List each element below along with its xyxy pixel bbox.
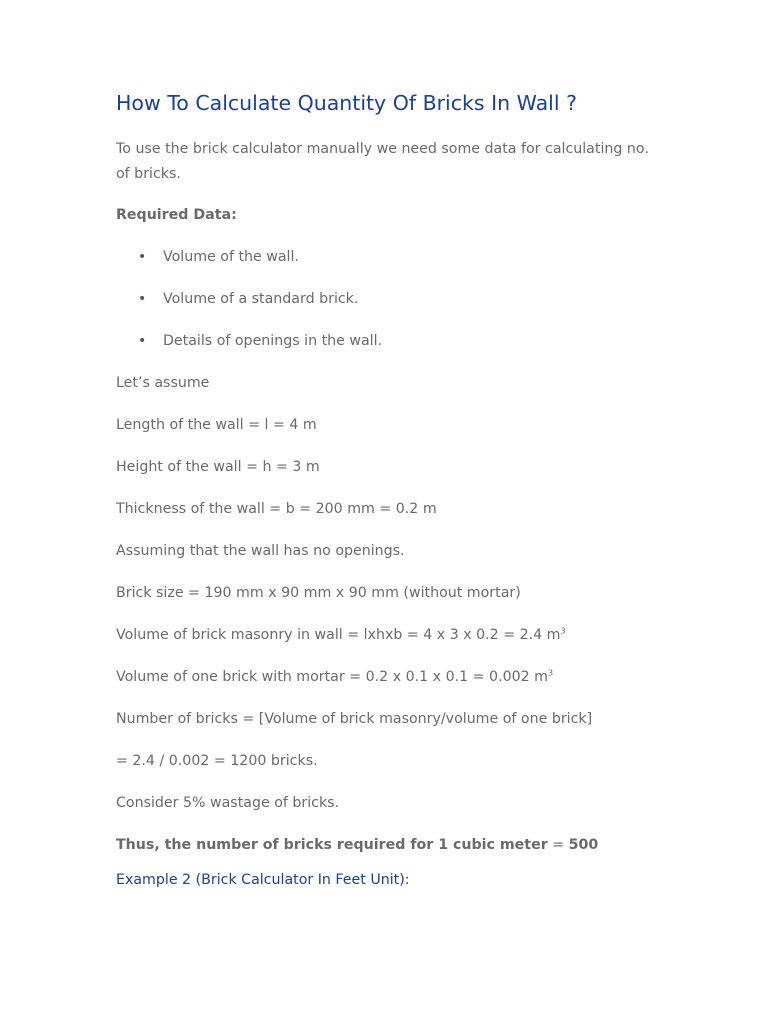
volume-masonry-value: Volume of brick masonry in wall = lxhxb = 4 x 3 x 0.2 = 2.4 m [116,627,561,643]
conclusion-equals: = [547,837,569,853]
volume-masonry-text [116,623,566,647]
cubic-superscript: 3 [560,626,566,636]
cubic-superscript: 3 [548,668,554,678]
bullet-icon: • [138,333,147,349]
intro-paragraph: To use the brick calculator manually we need some data for calculating no. of bricks. [116,141,649,182]
wastage-text: Consider 5% wastage of bricks. [116,795,340,811]
example-2-link[interactable]: Example 2 (Brick Calculator In Feet Unit): [116,872,410,888]
page-title: How To Calculate Quantity Of Bricks In Wall ? [116,91,577,115]
conclusion-value: 500 [568,837,599,853]
conclusion-text [116,833,598,857]
brick-size-text: Brick size = 190 mm x 90 mm x 90 mm (without mortar) [116,585,521,601]
length-text: Length of the wall = l = 4 m [116,417,317,433]
bullet-icon: • [138,291,147,307]
no-openings-text: Assuming that the wall has no openings. [116,543,405,559]
height-text: Height of the wall = h = 3 m [116,459,320,475]
thickness-text: Thickness of the wall = b = 200 mm = 0.2 m [116,501,437,517]
conclusion-label: Thus, the number of bricks required for 1 cubic meter [116,837,548,853]
list-item: Details of openings in the wall. [163,333,383,349]
bullet-icon: • [138,249,147,265]
number-result-text: = 2.4 / 0.002 = 1200 bricks. [116,753,318,769]
required-data-heading: Required Data: [116,207,237,223]
number-formula-text: Number of bricks = [Volume of brick masonry/volume of one brick] [116,711,593,727]
volume-brick-text [116,665,553,689]
volume-brick-value: Volume of one brick with mortar = 0.2 x 0.1 x 0.1 = 0.002 m [116,669,548,685]
assume-text: Let’s assume [116,375,210,391]
list-item: Volume of a standard brick. [163,291,359,307]
list-item: Volume of the wall. [163,249,299,265]
